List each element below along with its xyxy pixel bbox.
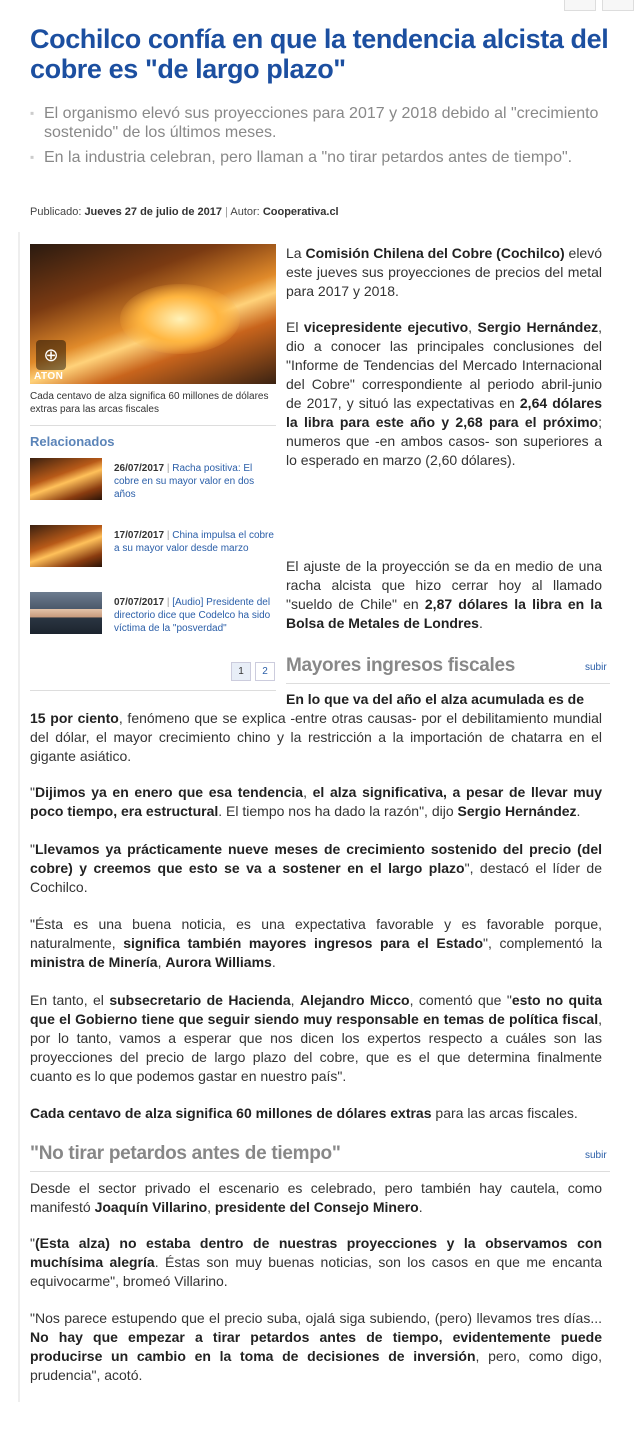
related-thumbnail[interactable] <box>30 592 102 634</box>
related-item[interactable]: 26/07/2017 | Racha positiva: El cobre en su mayor valor en dos años <box>30 458 276 504</box>
published-label: Publicado: <box>30 206 82 218</box>
body-paragraph: "(Esta alza) no estaba dentro de nuestras proyecciones y la observamos con muchísima alegría. Éstas son muy buenas noticias, son los casos en que me encanta equivocarme", bromeó Villarino. <box>30 1235 602 1289</box>
top-toolbar <box>564 0 634 11</box>
body-paragraph: El vicepresidente ejecutivo, Sergio Hernández, dio a conocer las principales conclusiones del "Informe de Tendencias del Mercado Internacional del Cobre" correspondiente al periodo abril-junio de 2017, y situó las expectativas en 2,64 dólares la libra para este año y 2,68 para el próximo; numeros que -en ambos casos- son superiores a lo esperado en marzo (2,60 dólares). <box>286 319 602 468</box>
summary-item: ▪ En la industria celebran, pero llaman a "no tirar petardos antes de tiempo". <box>30 148 620 167</box>
author-label: Autor: <box>230 206 260 218</box>
related-heading: Relacionados <box>30 434 115 449</box>
related-date: 17/07/2017 <box>114 530 165 541</box>
zoom-icon[interactable]: ⊕ <box>36 340 66 370</box>
body-paragraph: Cada centavo de alza significa 60 millones de dólares extras para las arcas fiscales. <box>30 1105 578 1121</box>
related-date: 26/07/2017 <box>114 463 165 474</box>
page-button-2[interactable]: 2 <box>255 662 275 681</box>
page-button-1[interactable]: 1 <box>231 662 251 681</box>
byline-separator: | <box>225 206 228 218</box>
section-heading: "No tirar petardos antes de tiempo" <box>30 1143 341 1164</box>
article-title: Cochilco confía en que la tendencia alcista del cobre es "de largo plazo" <box>30 24 609 84</box>
related-item[interactable]: 07/07/2017 | [Audio] Presidente del directorio dice que Codelco ha sido víctima de la "posverdad" <box>30 592 276 638</box>
related-thumbnail[interactable] <box>30 458 102 500</box>
author-name: Cooperativa.cl <box>262 206 339 218</box>
left-rule <box>18 232 20 1402</box>
publish-date: Jueves 27 de julio de 2017 <box>84 206 223 218</box>
toolbar-button[interactable] <box>602 0 634 11</box>
body-paragraph: 15 por ciento, fenómeno que se explica -entre otras causas- por el debilitamiento mundial del dólar, el mayor crecimiento chino y la restricción a la importación de chatarra en el gigante asiático. <box>30 710 602 764</box>
related-pagination <box>231 662 275 681</box>
related-link[interactable]: [Audio] Presidente del directorio dice que Codelco ha sido víctima de la "posverdad" <box>114 597 271 634</box>
related-date: 07/07/2017 <box>114 597 165 608</box>
divider <box>30 690 276 691</box>
photo-credit: ATON <box>34 371 64 382</box>
body-paragraph: "Ésta es una buena noticia, es una expectativa favorable y es favorable porque, naturalmente, significa también mayores ingresos para el Estado", complementó la ministra de Minería, Aurora Williams. <box>30 916 603 970</box>
article-photo[interactable] <box>30 244 276 384</box>
byline <box>30 206 339 218</box>
photo-caption: Cada centavo de alza significa 60 millones de dólares extras para las arcas fiscales <box>30 391 269 415</box>
body-paragraph: En tanto, el subsecretario de Hacienda, Alejandro Micco, comentó que "esto no quita que el Gobierno tiene que seguir siendo muy responsable en temas de política fiscal, por lo tanto, vamos a esperar que nos dicen los expertos respecto a cuáles son las proyecciones del precio de largo plazo del cobre, que es el que determina finalmente cuanto es lo que podemos gastar en nuestro país". <box>30 992 602 1084</box>
body-paragraph: El ajuste de la proyección se da en medio de una racha alcista que hizo cerrar hoy al llamado "sueldo de Chile" en 2,87 dólares la libra en la Bolsa de Metales de Londres. <box>286 558 602 631</box>
related-thumbnail[interactable] <box>30 525 102 567</box>
body-paragraph: La Comisión Chilena del Cobre (Cochilco) elevó este jueves sus proyecciones de precios del metal para 2017 y 2018. <box>286 245 603 299</box>
back-to-top-link[interactable]: subir <box>585 1150 607 1161</box>
related-link[interactable]: Racha positiva: El cobre en su mayor valor en dos años <box>114 463 255 500</box>
body-paragraph: Desde el sector privado el escenario es celebrado, pero también hay cautela, como manifestó Joaquín Villarino, presidente del Consejo Minero. <box>30 1180 602 1215</box>
divider <box>286 683 610 684</box>
related-item[interactable]: 17/07/2017 | China impulsa el cobre a su mayor valor desde marzo <box>30 525 276 571</box>
related-link[interactable]: China impulsa el cobre a su mayor valor desde marzo <box>114 530 274 554</box>
summary-item: ▪ El organismo elevó sus proyecciones para 2017 y 2018 debido al "crecimiento sostenido" de los últimos meses. <box>30 104 620 142</box>
back-to-top-link[interactable]: subir <box>585 662 607 673</box>
body-paragraph-lead: En lo que va del año el alza acumulada es de <box>286 691 584 707</box>
photo-furnace-glow <box>120 284 240 354</box>
article-summary <box>30 104 620 173</box>
body-paragraph: "Nos parece estupendo que el precio suba, ojalá siga subiendo, (pero) llevamos tres días... No hay que empezar a tirar petardos antes de tiempo, evidentemente puede producirse un cambio en la toma de decisiones de inversión, pero, como digo, prudencia", acotó. <box>30 1310 602 1383</box>
section-heading: Mayores ingresos fiscales <box>286 655 516 676</box>
toolbar-button[interactable] <box>564 0 596 11</box>
body-paragraph: "Llevamos ya prácticamente nueve meses de crecimiento sostenido del precio (del cobre) y creemos que esto se va a sostener en el largo plazo", destacó el líder de Cochilco. <box>30 841 603 895</box>
divider <box>30 1171 610 1172</box>
divider <box>30 425 276 426</box>
body-paragraph: "Dijimos ya en enero que esa tendencia, el alza significativa, a pesar de llevar muy poco tiempo, era estructural. El tiempo nos ha dado la razón", dijo Sergio Hernández. <box>30 784 602 819</box>
